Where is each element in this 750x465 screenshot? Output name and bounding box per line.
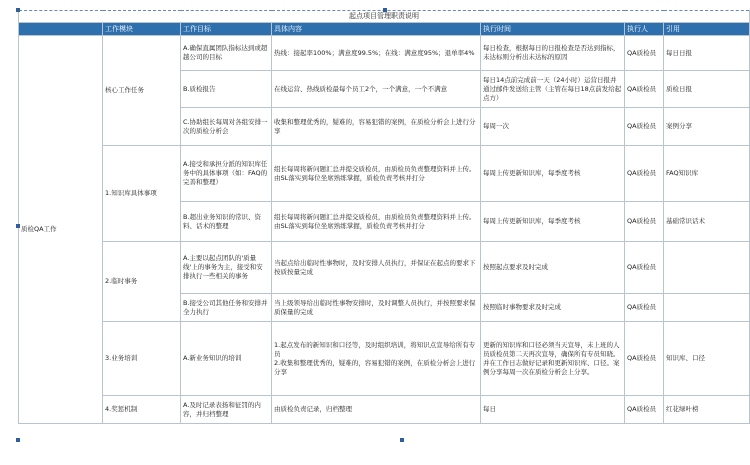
goal-cell: C.协助组长每周对各组安排一次的质检分析会	[181, 108, 272, 146]
content-cell: 由质检负责记录，归档整理	[272, 396, 481, 424]
module-training: 3.业务培训	[103, 322, 181, 396]
selection-handle[interactable]	[383, 8, 387, 12]
executor-cell: QA质检员	[625, 146, 664, 202]
content-cell: 当起点给出临时性事物时，及时安排人员执行，并保证在起点的要求下按质按量完成	[272, 242, 481, 294]
goal-cell: A.新业务知识的培训	[181, 322, 272, 396]
header-time: 执行时间	[481, 23, 625, 36]
module-core: 核心工作任务	[103, 36, 181, 146]
goal-cell: B.接受公司其他任务和安排并全力执行	[181, 294, 272, 322]
executor-cell: QA质检员	[625, 242, 664, 294]
role-cell: 质检QA工作	[19, 36, 103, 424]
sheet-title: 起点项目管理职责说明	[19, 11, 750, 23]
executor-cell: QA质检员	[625, 396, 664, 424]
time-cell: 每日检查，根据每日的日报检查是否达到指标，未达标则分析出未达标的原因	[481, 36, 625, 71]
time-cell: 每周一次	[481, 108, 625, 146]
time-cell: 每周上传更新知识库，每季度考核	[481, 146, 625, 202]
header-goal: 工作目标	[181, 23, 272, 36]
selection-handle[interactable]	[16, 224, 20, 228]
time-cell: 每周上传更新知识库，每季度考核	[481, 202, 625, 242]
module-kb: 1.知识库具体事项	[103, 146, 181, 242]
executor-cell: QA质检员	[625, 71, 664, 108]
reference-cell: FAQ知识库	[664, 146, 750, 202]
module-temp: 2.临时事务	[103, 242, 181, 322]
content-cell: 在线运营、热线质检最每个员工2个，一个满意，一个不满意	[272, 71, 481, 108]
reference-cell: 红花绿叶榜	[664, 396, 750, 424]
goal-cell: B.质检报告	[181, 71, 272, 108]
reference-cell: 案例分享	[664, 108, 750, 146]
content-cell: 当上级领导给出临时性事物安排时，及时调整人员执行，并按照要求保质保量的完成	[272, 294, 481, 322]
executor-cell: QA质检员	[625, 36, 664, 71]
content-cell: 组长每周将新问题汇总并提交质检员，由质检员负责整理资料并上传。由SL落实到每位坐席熟练掌握，质检负责考核并打分	[272, 202, 481, 242]
time-cell: 按照临时事物要求及时完成	[481, 294, 625, 322]
reference-cell	[664, 294, 750, 322]
time-cell: 每日14点前完成前一天（24小时）运营日报并通过邮件发送给主管（主管在每日18点前发给起点方）	[481, 71, 625, 108]
reference-cell: 知识库、口径	[664, 322, 750, 396]
responsibility-table	[18, 10, 750, 424]
goal-cell: B.超出业务知识的常识、资料、话术的整理	[181, 202, 272, 242]
goal-cell: A.确保直属团队指标达到或超越公司的目标	[181, 36, 272, 71]
executor-cell: QA质检员	[625, 108, 664, 146]
time-cell: 更新的知识库和口径必须当天宣导，未上班的人员质检员第二天再次宣导，确保所有专员知晓。并在工作日志做好记录和更新知识库、口径。案例分享每周一次在质检分析会上分享。	[481, 322, 625, 396]
reference-cell: 基础常识话术	[664, 202, 750, 242]
header-reference: 引用	[664, 23, 750, 36]
executor-cell: QA质检员	[625, 294, 664, 322]
selection-handle[interactable]	[16, 8, 20, 12]
content-cell: 1.起点发布的新知识和口径等，及时组织培训，将知识点宣导给所有专员 2.收集和整理优秀的，疑难的，容易犯错的案例，在质检分析会上进行分享	[272, 322, 481, 396]
header-blank	[19, 23, 103, 36]
selection-handle[interactable]	[16, 438, 20, 442]
goal-cell: A.及时记录表扬和征罚的内容，并归档整理	[181, 396, 272, 424]
reference-cell: 质检日报	[664, 71, 750, 108]
content-cell: 收集和整理优秀的，疑难的，容易犯错的案例，在质检分析会上进行分享	[272, 108, 481, 146]
selection-handle[interactable]	[400, 438, 404, 442]
header-module: 工作模块	[103, 23, 181, 36]
content-cell: 组长每周将新问题汇总并提交质检员，由质检员负责整理资料并上传。由SL落实到每位坐席熟练掌握，质检负责考核并打分	[272, 146, 481, 202]
executor-cell: QA质检员	[625, 202, 664, 242]
reference-cell: 每日日报	[664, 36, 750, 71]
responsibility-sheet	[18, 10, 749, 424]
header-content: 具体内容	[272, 23, 481, 36]
goal-cell: A.主要以起点团队的'质量线'上的事务为主，接受和安排执行一些相关的事务	[181, 242, 272, 294]
module-reward: 4.奖惩机制	[103, 396, 181, 424]
executor-cell: QA质检员	[625, 322, 664, 396]
header-executor: 执行人	[625, 23, 664, 36]
time-cell: 每日	[481, 396, 625, 424]
goal-cell: A.接受和承担分派的知识库任务中的具体事项（如：FAQ的完善和整理）	[181, 146, 272, 202]
time-cell: 按照起点要求及时完成	[481, 242, 625, 294]
reference-cell	[664, 242, 750, 294]
content-cell: 热线：接起率100%；满意度99.5%；在线：满意度95%；退单率4%	[272, 36, 481, 71]
